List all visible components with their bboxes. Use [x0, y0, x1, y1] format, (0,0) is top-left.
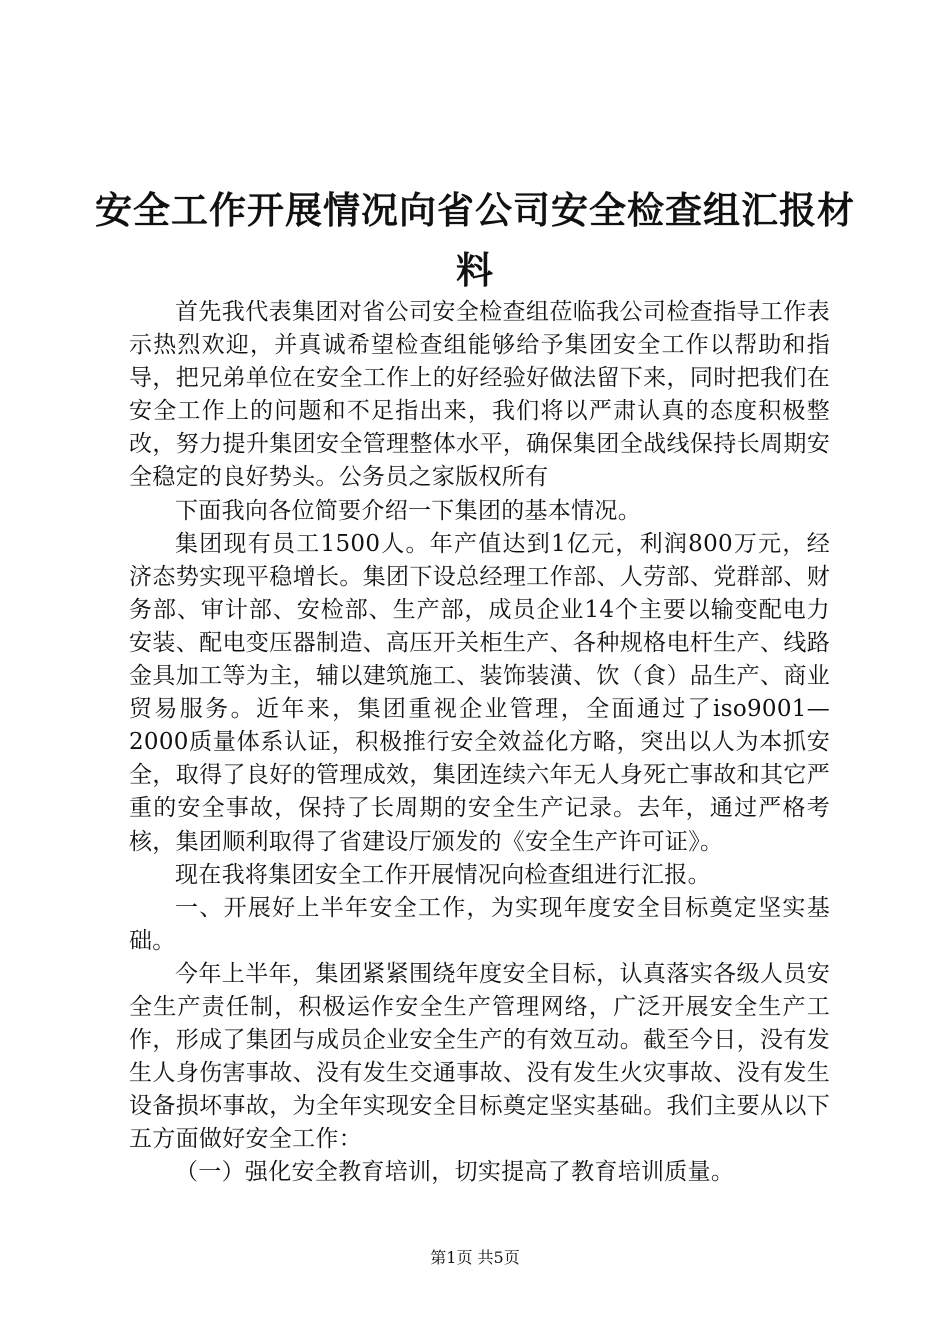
section-heading-1: 一、开展好上半年安全工作，为实现年度安全目标奠定坚实基础。 — [129, 894, 830, 954]
paragraph-report-start: 现在我将集团安全工作开展情况向检查组进行汇报。 — [175, 861, 711, 888]
paragraph-first-half: 今年上半年，集团紧紧围绕年度安全目标，认真落实各级人员安全生产责任制，积极运作安全生产管理网络，广泛开展安全生产工作，形成了集团与成员企业安全生产的有效互动。截至今日，没有发生人身伤害事故、没有发生交通事故、没有发生火灾事故、没有发生设备损坏事故，为全年实现安全目标奠定坚实基础。我们主要从以下五方面做好安全工作： — [129, 960, 830, 1153]
page-title: 安全工作开展情况向省公司安全检查组汇报材料 — [95, 188, 855, 292]
paragraph-intro: 下面我向各位简要介绍一下集团的基本情况。 — [175, 497, 641, 524]
subsection-heading-1: （一）强化安全教育培训，切实提高了教育培训质量。 — [175, 1159, 735, 1186]
page-footer: 第1页 共5页 — [430, 1248, 520, 1267]
paragraph-group-overview: 集团现有员工1500人。年产值达到1亿元，利润800万元，经济态势实现平稳增长。集团下设总经理工作部、人劳部、党群部、财务部、审计部、安检部、生产部，成员企业14个主要以输变配电力安装、配电变压器制造、高压开关柜生产、各种规格电杆生产、线路金具加工等为主，辅以建筑施工、装饰装潢、饮（食）品生产、商业贸易服务。近年来，集团重视企业管理，全面通过了iso9001—2000质量体系认证，积极推行安全效益化方略，突出以人为本抓安全，取得了良好的管理成效，集团连续六年无人身死亡事故和其它严重的安全事故，保持了长周期的安全生产记录。去年，通过严格考核，集团顺利取得了省建设厅颁发的《安全生产许可证》。 — [129, 530, 830, 855]
paragraph-welcome: 首先我代表集团对省公司安全检查组莅临我公司检查指导工作表示热烈欢迎，并真诚希望检查组能够给予集团安全工作以帮助和指导，把兄弟单位在安全工作上的好经验好做法留下来，同时把我们在安全工作上的问题和不足指出来，我们将以严肃认真的态度积极整改，努力提升集团安全管理整体水平，确保集团全战线保持长周期安全稳定的良好势头。公务员之家版权所有 — [129, 299, 830, 491]
document-body — [129, 296, 830, 1190]
